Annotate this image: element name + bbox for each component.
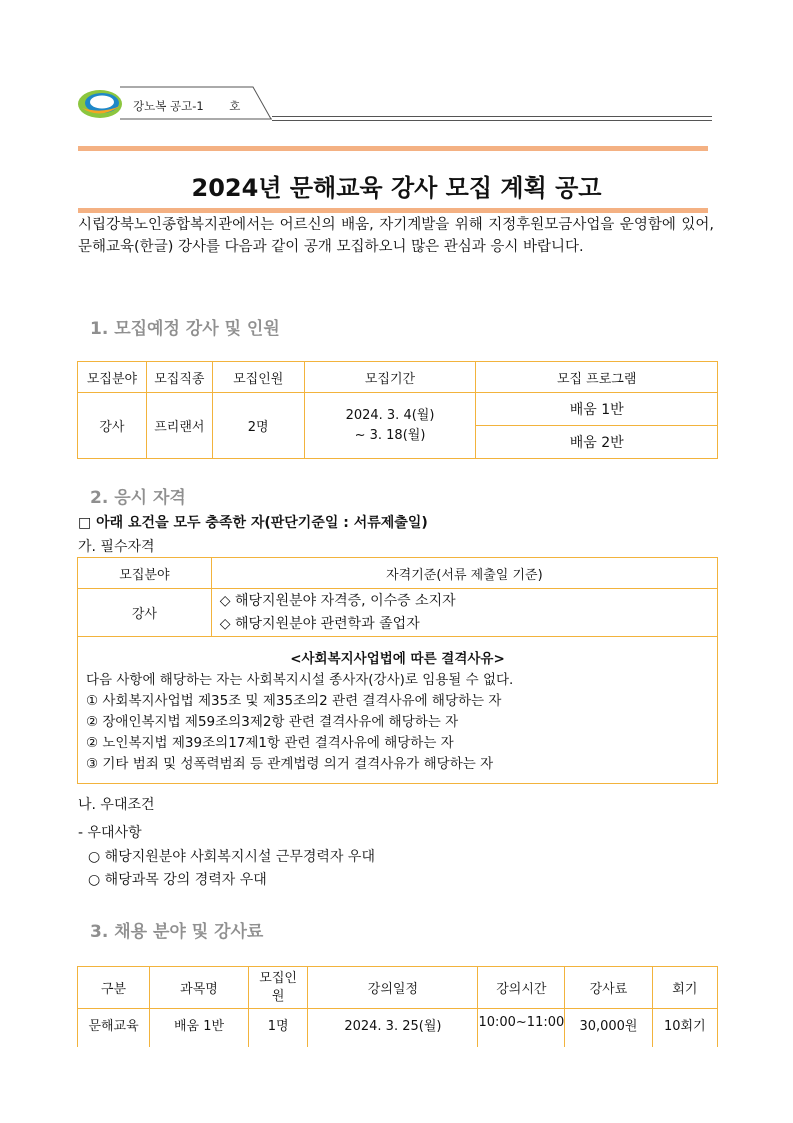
preference-item: ○ 해당과목 강의 경력자 우대 bbox=[88, 872, 267, 888]
fee-table bbox=[77, 966, 718, 1047]
organization-logo bbox=[76, 86, 124, 122]
header-cell: 강사료 bbox=[565, 967, 652, 1009]
disqualification-item: ② 노인복지법 제39조의17제1항 관련 결격사유에 해당하는 자 bbox=[86, 735, 454, 751]
required-label: 가. 필수자격 bbox=[78, 539, 155, 555]
field-cell: 강사 bbox=[78, 589, 212, 637]
period-cell bbox=[304, 393, 476, 459]
section-2-heading: 2. 응시 자격 bbox=[90, 488, 186, 508]
preference-label: 나. 우대조건 bbox=[78, 797, 155, 813]
title-rule-top bbox=[78, 146, 708, 151]
header-cell: 회기 bbox=[652, 967, 717, 1009]
header-cell: 모집분야 bbox=[78, 558, 212, 589]
disqualification-item: ② 장애인복지법 제59조의3제2항 관련 결격사유에 해당하는 자 bbox=[86, 714, 459, 730]
period-end: ~ 3. 18(월) bbox=[354, 427, 426, 443]
header-cell: 과목명 bbox=[150, 967, 249, 1009]
program-cell: 배움 1반 bbox=[476, 393, 718, 426]
header-rule-bottom bbox=[272, 120, 712, 121]
header-cell: 강의시간 bbox=[478, 967, 565, 1009]
period-start: 2024. 3. 4(월) bbox=[345, 407, 435, 423]
table-cell: 문해교육 bbox=[78, 1009, 150, 1047]
table-cell: 30,000원 bbox=[565, 1009, 652, 1047]
disqualification-intro: 다음 사항에 해당하는 자는 사회복지시설 종사자(강사)로 임용될 수 없다. bbox=[86, 672, 514, 688]
header-cell: 모집 프로그램 bbox=[476, 362, 718, 393]
preference-subheading: - 우대사항 bbox=[78, 825, 142, 841]
preference-item: ○ 해당지원분야 사회복지시설 근무경력자 우대 bbox=[88, 849, 375, 865]
header-rule-top bbox=[272, 116, 712, 117]
recruit-table bbox=[77, 361, 718, 459]
table-cell: 배움 1반 bbox=[150, 1009, 249, 1047]
table-cell: 2024. 3. 25(월) bbox=[308, 1009, 478, 1047]
criteria-cell bbox=[211, 589, 717, 637]
header-cell: 모집기간 bbox=[304, 362, 476, 393]
intro-paragraph: 시립강북노인종합복지관에서는 어르신의 배움, 자기계발을 위해 지정후원모금사업을 운영함에 있어, 문해교육(한글) 강사를 다음과 같이 공개 모집하오니 많은 관심과 응시 바랍니다. bbox=[78, 217, 714, 255]
disqualification-title: <사회복지사업법에 따른 결격사유> bbox=[290, 651, 505, 667]
header-cell: 모집직종 bbox=[146, 362, 212, 393]
program-cell: 배움 2반 bbox=[476, 426, 718, 459]
table-cell: 10:00~11:00 bbox=[478, 1009, 565, 1047]
table-cell: 1명 bbox=[248, 1009, 308, 1047]
header-cell: 자격기준(서류 제출일 기준) bbox=[211, 558, 717, 589]
document-number: 강노복 공고-1 호 bbox=[133, 99, 241, 113]
section-1-heading: 1. 모집예정 강사 및 인원 bbox=[90, 319, 280, 339]
criteria-item: ◇ 해당지원분야 자격증, 이수증 소지자 bbox=[219, 592, 456, 609]
title-rule-bottom bbox=[78, 208, 708, 213]
disqualification-cell bbox=[78, 637, 718, 784]
qualification-table bbox=[77, 557, 718, 784]
field-cell: 강사 bbox=[78, 393, 147, 459]
header-cell: 모집분야 bbox=[78, 362, 147, 393]
section-3-heading: 3. 채용 분야 및 강사료 bbox=[90, 922, 264, 942]
disqualification-item: ① 사회복지사업법 제35조 및 제35조의2 관련 결격사유에 해당하는 자 bbox=[86, 693, 502, 709]
job-type-cell: 프리랜서 bbox=[146, 393, 212, 459]
header-cell: 구분 bbox=[78, 967, 150, 1009]
page-title: 2024년 문해교육 강사 모집 계획 공고 bbox=[191, 174, 602, 202]
disqualification-item: ③ 기타 범죄 및 성폭력범죄 등 관계법령 의거 결격사유가 해당하는 자 bbox=[86, 756, 494, 772]
header-cell: 강의일정 bbox=[308, 967, 478, 1009]
eligibility-condition: □ 아래 요건을 모두 충족한 자(판단기준일 : 서류제출일) bbox=[78, 515, 428, 531]
preference-list bbox=[88, 846, 375, 892]
count-cell: 2명 bbox=[212, 393, 304, 459]
table-cell: 10회기 bbox=[652, 1009, 717, 1047]
header-cell: 모집인원 bbox=[248, 967, 308, 1009]
header-cell: 모집인원 bbox=[212, 362, 304, 393]
criteria-item: ◇ 해당지원분야 관련학과 졸업자 bbox=[219, 615, 420, 632]
